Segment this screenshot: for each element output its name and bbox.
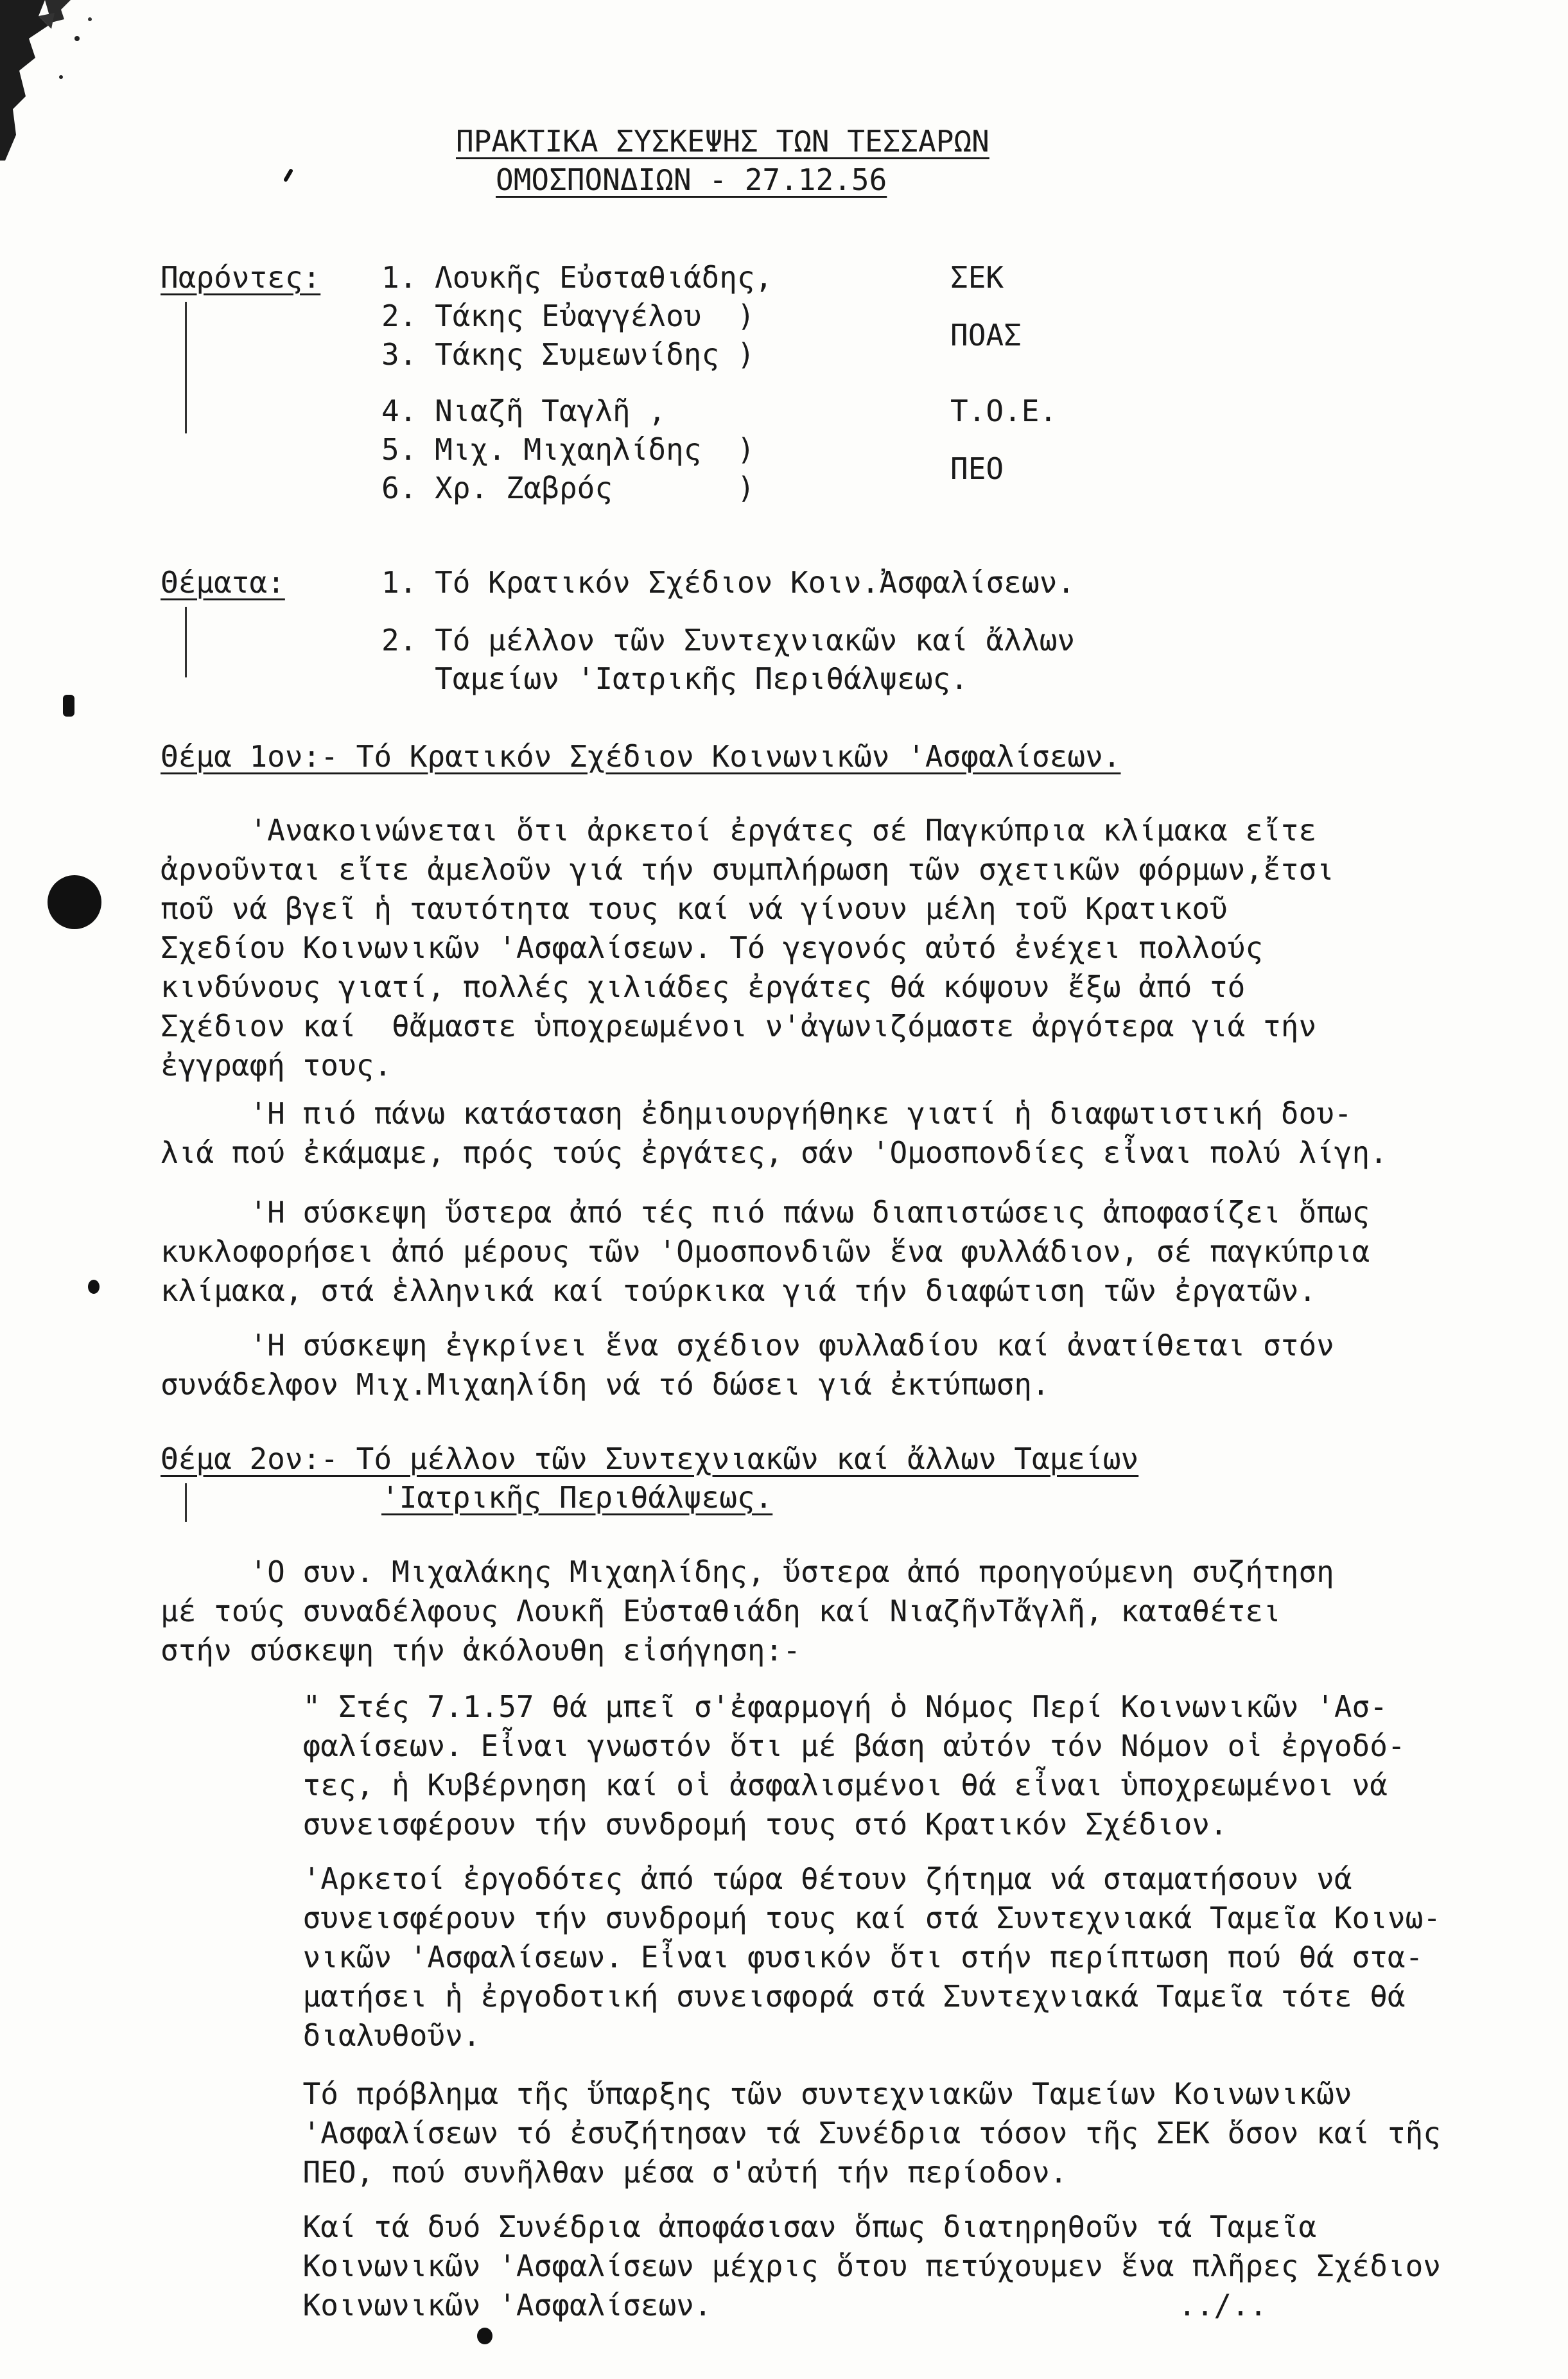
topic1-line: κλίμακα, στά ἑλληνικά καί τούρκικα γιά τήν διαφώτιση τῶν ἐργατῶν. (161, 1273, 1317, 1308)
title-line-1: ΠΡΑΚΤΙΚΑ ΣΥΣΚΕΨΗΣ ΤΩΝ ΤΕΣΣΑΡΩΝ (456, 124, 989, 159)
topic2-line: 'Αρκετοί ἐργοδότες ἀπό τώρα θέτουν ζήτημα νά σταματήσουν νά (161, 1861, 1352, 1896)
topic2-line: 'Ασφαλίσεων τό ἐσυζήτησαν τά Συνέδρια τόσον τῆς ΣΕΚ ὅσον καί τῆς (161, 2116, 1441, 2150)
continuation-mark: ../.. (1178, 2288, 1267, 2322)
topic2-line: Καί τά δυό Συνέδρια ἀποφάσισαν ὅπως διατηρηθοῦν τά Ταμεῖα (161, 2209, 1317, 2244)
topic1-heading: Θέμα 1ον:- Τό Κρατικόν Σχέδιον Κοινωνικῶν 'Ασφαλίσεων. (161, 739, 1121, 774)
topic2-line: διαλυθοῦν. (161, 2018, 481, 2053)
topic1-line: ποῦ νά βγεῖ ἡ ταυτότητα τους καί νά γίνουν μέλη τοῦ Κρατικοῦ (161, 891, 1228, 926)
topic1-line: 'Η σύσκεψη ἐγκρίνει ἕνα σχέδιον φυλλαδίου καί ἀνατίθεται στόν (161, 1328, 1334, 1363)
topic2-line: φαλίσεων. Εἶναι γνωστόν ὅτι μέ βάση αὐτόν τόν Νόμον οἱ ἐργοδό- (161, 1729, 1406, 1763)
topic1-line: Σχέδιον καί θἄμαστε ὑποχρεωμένοι ν'ἀγωνιζόμαστε ἀργότερα γιά τήν (161, 1009, 1317, 1043)
topic1-line: κινδύνους γιατί, πολλές χιλιάδες ἐργάτες θά κόψουν ἔξω ἀπό τό (161, 970, 1246, 1004)
topic2-line: Τό πρόβλημα τῆς ὕπαρξης τῶν συντεχνιακῶν Ταμείων Κοινωνικῶν (161, 2077, 1352, 2111)
ink-speck (477, 2328, 492, 2344)
attendees-margin-line (185, 302, 187, 433)
attendee-5: 5. Μιχ. Μιχαηλίδης ) (381, 432, 755, 467)
topic-item-1: 1. Τό Κρατικόν Σχέδιον Κοιν.Ἀσφαλίσεων. (381, 565, 1076, 600)
attendee-2: 2. Τάκης Εὐαγγέλου ) (381, 299, 755, 333)
attendee-3: 3. Τάκης Συμεωνίδης ) (381, 337, 755, 372)
topic2-line: " Στές 7.1.57 θά μπεῖ σ'ἐφαρμογή ὁ Νόμος Περί Κοινωνικῶν 'Ασ- (161, 1689, 1388, 1724)
topics-label: Θέματα: (161, 565, 285, 600)
topic1-line: 'Η πιό πάνω κατάσταση ἐδημιουργήθηκε γιατί ἡ διαφωτιστική δου- (161, 1096, 1352, 1131)
title-line-2: ΟΜΟΣΠΟΝΔΙΩΝ - 27.12.56 (496, 162, 887, 197)
topic1-line: ἀρνοῦνται εἴτε ἀμελοῦν γιά τήν συμπλήρωση τῶν σχετικῶν φόρμων,ἔτσι (161, 852, 1334, 887)
topic2-line: τες, ἡ Κυβέρνηση καί οἱ ἀσφαλισμένοι θά εἶναι ὑποχρεωμένοι νά (161, 1768, 1388, 1802)
topic-item-2: 2. Τό μέλλον τῶν Συντεχνιακῶν καί ἄλλων (381, 623, 1076, 658)
punch-hole (48, 875, 101, 929)
topic2-line: Κοινωνικῶν 'Ασφαλίσεων. (161, 2288, 712, 2322)
topic1-line: 'Η σύσκεψη ὕστερα ἀπό τές πιό πάνω διαπιστώσεις ἀποφασίζει ὅπως (161, 1195, 1370, 1230)
attendees-label: Παρόντες: (161, 260, 321, 295)
organization-sek: ΣΕΚ (950, 260, 1004, 295)
topic2-line: ΠΕΟ, πού συνῆλθαν μέσα σ'αὐτή τήν περίοδον. (161, 2155, 1068, 2190)
organization-poas: ΠΟΑΣ (950, 318, 1022, 353)
topic1-line: κυκλοφορήσει ἀπό μέρους τῶν 'Ομοσπονδιῶν ἕνα φυλλάδιον, σέ παγκύπρια (161, 1234, 1370, 1269)
organization-toe: Τ.Ο.Ε. (950, 394, 1058, 428)
topic2-line: στήν σύσκεψη τήν ἀκόλουθη εἰσήγηση:- (161, 1633, 801, 1668)
topic2-line: συνεισφέρουν τήν συνδρομή τους καί στά Συντεχνιακά Ταμεῖα Κοινω- (161, 1901, 1441, 1935)
topic1-line: συνάδελφον Μιχ.Μιχαηλίδη νά τό δώσει γιά ἐκτύπωση. (161, 1367, 1050, 1402)
organization-peo: ΠΕΟ (950, 451, 1004, 486)
topic2-line: μέ τούς συναδέλφους Λουκῆ Εὐσταθιάδη καί ΝιαζῆνΤἄγλῆ, καταθέτει (161, 1594, 1281, 1628)
scan-noise-corner (0, 0, 112, 161)
topic2-heading: Θέμα 2ον:- Τό μέλλον τῶν Συντεχνιακῶν καί ἄλλων Ταμείων (161, 1442, 1139, 1476)
attendee-4: 4. Νιαζῆ Ταγλῆ , (381, 394, 666, 428)
attendee-1: 1. Λουκῆς Εὐσταθιάδης, (381, 260, 773, 295)
topic2-margin-line (185, 1483, 187, 1522)
topic2-heading-cont: 'Ιατρικῆς Περιθάλψεως. (381, 1480, 773, 1515)
topic1-line: ἐγγραφή τους. (161, 1048, 392, 1083)
attendee-6: 6. Χρ. Ζαβρός ) (381, 471, 755, 505)
ink-speck (283, 168, 293, 182)
topic-item-2-cont: Ταμείων 'Ιατρικῆς Περιθάλψεως. (381, 661, 968, 696)
topic1-line: λιά πού ἐκάμαμε, πρός τούς ἐργάτες, σάν 'Ομοσπονδίες εἶναι πολύ λίγη. (161, 1135, 1388, 1170)
topic2-line: νικῶν 'Ασφαλίσεων. Εἶναι φυσικόν ὅτι στήν περίπτωση πού θά στα- (161, 1940, 1424, 1974)
topic2-line: ματήσει ἡ ἐργοδοτική συνεισφορά στά Συντεχνιακά Ταμεῖα τότε θά (161, 1979, 1406, 2014)
ink-speck (63, 695, 74, 717)
ink-speck (88, 1280, 100, 1294)
topic2-line: 'Ο συν. Μιχαλάκης Μιχαηλίδης, ὕστερα ἀπό προηγούμενη συζήτηση (161, 1555, 1334, 1589)
topic2-line: Κοινωνικῶν 'Ασφαλίσεων μέχρις ὅτου πετύχουμεν ἕνα πλῆρες Σχέδιον (161, 2249, 1441, 2283)
topic2-line: συνεισφέρουν τήν συνδρομή τους στό Κρατικόν Σχέδιον. (161, 1807, 1228, 1842)
topic1-line: 'Ανακοινώνεται ὅτι ἀρκετοί ἐργάτες σέ Παγκύπρια κλίμακα εἴτε (161, 813, 1317, 848)
topics-margin-line (185, 607, 187, 677)
topic1-line: Σχεδίου Κοινωνικῶν 'Ασφαλίσεων. Τό γεγονός αὐτό ἐνέχει πολλούς (161, 930, 1264, 965)
